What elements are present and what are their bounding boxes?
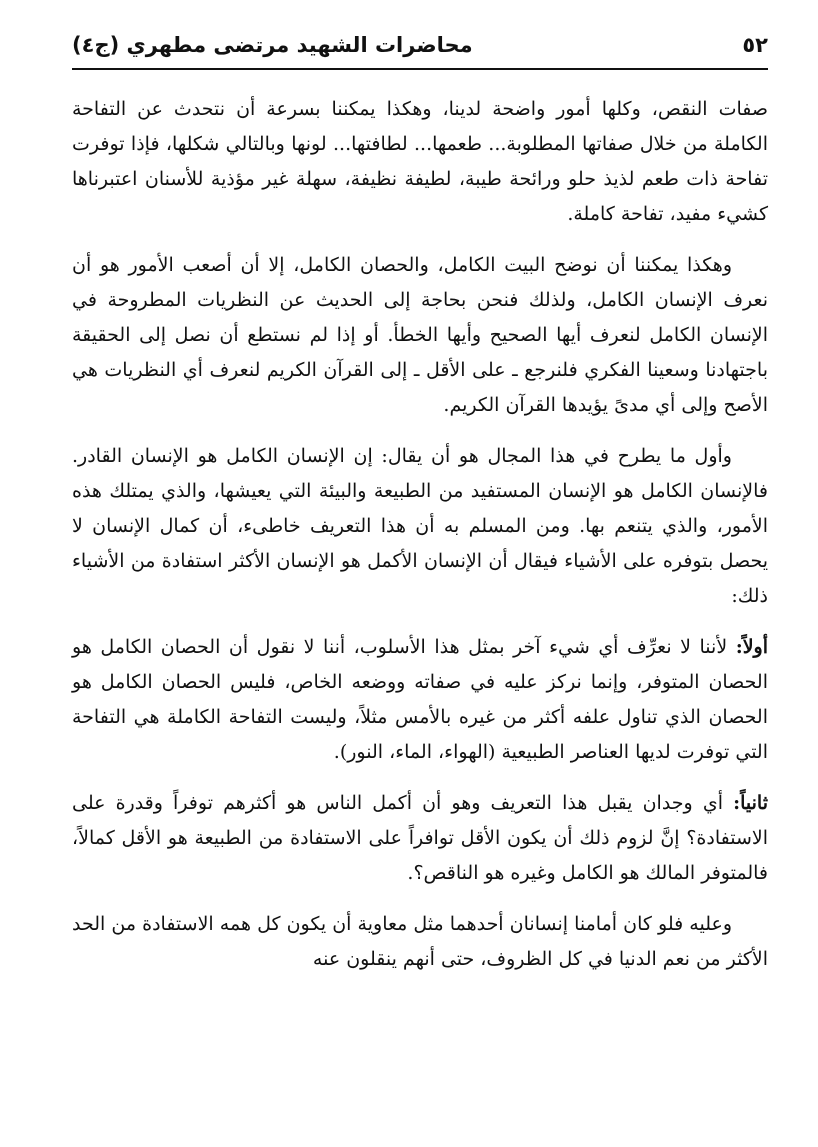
header-divider (72, 68, 768, 70)
paragraph-3: وأول ما يطرح في هذا المجال هو أن يقال: إن الإنسان الكامل هو الإنسان القادر. فالإنسان الكامل هو الإنسان المستفيد من الطبيعة والبيئة التي يعيشها، والذي يمتلك هذه الأمور، والذي يتنعم بها. ومن المسلم به أن هذا التعريف خاطىء، أن كمال الإنسان لا يحصل بتوفره على الأشياء فيقال أن الإنسان الأكمل هو الإنسان الأكثر استفادة من الأشياء ذلك: (72, 445, 768, 607)
paragraph-6: وعليه فلو كان أمامنا إنسانان أحدهما مثل معاوية أن يكون كل همه الاستفادة من الحد الأكثر من نعم الدنيا في كل الظروف، حتى أنهم ينقلون عنه (72, 913, 768, 970)
paragraph-5: ثانياً: أي وجدان يقبل هذا التعريف وهو أن أكمل الناس هو أكثرهم توفراً وقدرة على الاستفادة؟ إنَّ لزوم ذلك أن يكون الأقل توافراً على الاستفادة من الطبيعة هو الأقل كمالاً، فالمتوفر المالك هو الكامل وغيره هو الناقص؟. (72, 792, 768, 884)
page-number: ٥٢ (742, 33, 768, 57)
paragraph-1: صفات النقص، وكلها أمور واضحة لدينا، وهكذا يمكننا بسرعة أن نتحدث عن التفاحة الكاملة من خلال صفاتها المطلوبة... طعمها... لطافتها... لونها وبالتالي شكلها، فإذا توفرت تفاحة ذات طعم لذيذ حلو ورائحة طيبة، لطيفة نظيفة، سهلة غير مؤذية للأسنان اعتبرناها كشيء مفيد، تفاحة كاملة. (72, 98, 768, 225)
paragraph-4: أولاً: لأننا لا نعرِّف أي شيء آخر بمثل هذا الأسلوب، أننا لا نقول أن الحصان الكامل هو الحصان المتوفر، وإنما نركز عليه في صفاته ووضعه الخاص، فليس الحصان الكامل هو الحصان الذي تناول علفه أكثر من غيره بالأمس مثلاً، وليست التفاحة الكاملة هي التفاحة التي توفرت لديها العناصر الطبيعية (الهواء، الماء، النور). (72, 636, 768, 763)
point-two-label: ثانياً: (733, 792, 768, 814)
point-one-label: أولاً: (735, 636, 768, 658)
page-body (72, 92, 768, 993)
page-header (72, 30, 768, 60)
paragraph-2: وهكذا يمكننا أن نوضح البيت الكامل، والحصان الكامل، إلا أن أصعب الأمور هو أن نعرف الإنسان الكامل، ولذلك فنحن بحاجة إلى الحديث عن النظريات المطروحة في الإنسان الكامل لنعرف أيها الصحيح وأيها الخطأ. أو إذا لم نستطع أن نصل إلى الحقيقة باجتهادنا وسعينا الفكري فلنرجع ـ على الأقل ـ إلى القرآن الكريم لنعرف أي النظريات هي الأصح وإلى أي مدىً يؤيدها القرآن الكريم. (72, 254, 768, 416)
book-title: محاضرات الشهيد مرتضى مطهري (ج٤) (72, 33, 473, 57)
